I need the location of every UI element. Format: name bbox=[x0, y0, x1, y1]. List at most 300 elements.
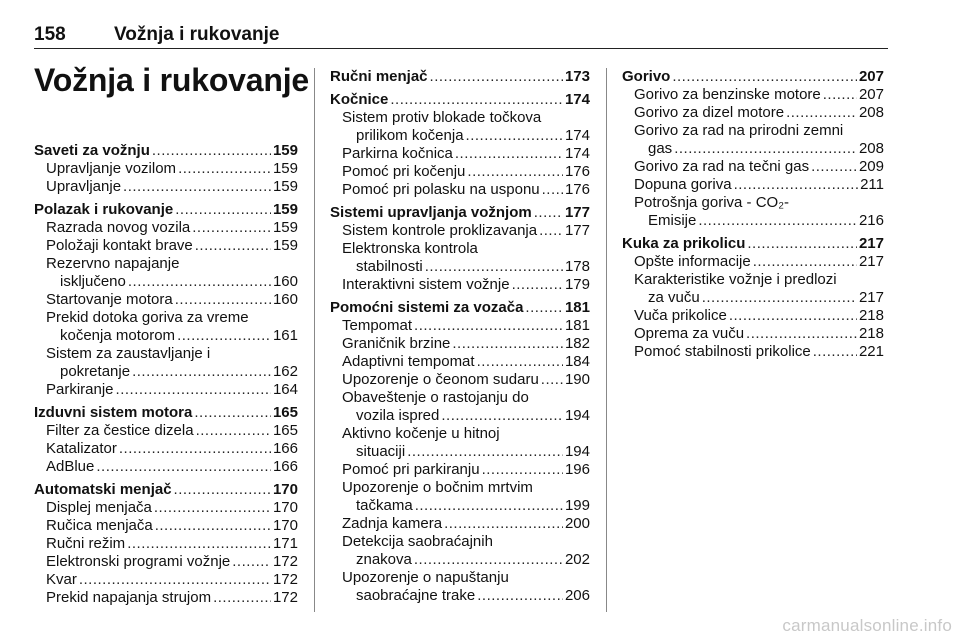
toc-entry-label: Kuka za prikolicu bbox=[622, 235, 746, 252]
toc-entry[interactable] bbox=[622, 271, 884, 307]
toc-leader-line bbox=[330, 371, 590, 389]
toc-entry[interactable] bbox=[34, 178, 298, 196]
toc-page-number: 159 bbox=[272, 160, 298, 177]
toc-leader-line bbox=[330, 551, 590, 569]
toc-entry[interactable] bbox=[330, 425, 590, 461]
toc-entry[interactable] bbox=[330, 515, 590, 533]
toc-leader-line bbox=[34, 440, 298, 458]
toc-leader-line bbox=[34, 499, 298, 517]
toc-entry-label: Startovanje motora bbox=[46, 291, 173, 308]
toc-leader-line bbox=[330, 68, 590, 86]
toc-entry-label: Tempomat bbox=[342, 317, 413, 334]
page-number: 158 bbox=[34, 24, 66, 45]
toc-page-number: 176 bbox=[564, 163, 590, 180]
toc-page-number: 178 bbox=[564, 258, 590, 275]
toc-leader-line bbox=[34, 404, 298, 422]
header-title: Vožnja i rukovanje bbox=[114, 24, 280, 45]
toc-page-number: 165 bbox=[272, 422, 298, 439]
toc-page-number: 159 bbox=[272, 237, 298, 254]
toc-page-number: 217 bbox=[858, 253, 884, 270]
toc-section-entry[interactable] bbox=[34, 201, 298, 219]
leader-dots bbox=[753, 253, 857, 271]
toc-page-number: 160 bbox=[272, 291, 298, 308]
toc-entry[interactable] bbox=[34, 422, 298, 440]
toc-leader-line bbox=[34, 237, 298, 255]
toc-entry-text-line: Upozorenje o napuštanju bbox=[342, 569, 509, 586]
toc-page-number: 159 bbox=[272, 219, 298, 236]
toc-page-number: 172 bbox=[272, 589, 298, 606]
toc-page-number: 199 bbox=[564, 497, 590, 514]
toc-leader-line bbox=[622, 307, 884, 325]
toc-entry-text-line: Detekcija saobraćajnih bbox=[342, 533, 493, 550]
toc-entry[interactable] bbox=[330, 533, 590, 569]
leader-dots bbox=[123, 178, 271, 196]
leader-dots bbox=[477, 587, 563, 605]
toc-entry[interactable] bbox=[330, 181, 590, 199]
toc-entry-text-line: Elektronska kontrola bbox=[342, 240, 478, 257]
toc-entry[interactable] bbox=[330, 317, 590, 335]
toc-section-entry[interactable] bbox=[34, 142, 298, 160]
toc-page-number: 218 bbox=[858, 325, 884, 342]
toc-leader-line bbox=[330, 407, 590, 425]
leader-dots bbox=[813, 343, 857, 361]
toc-page-number: 159 bbox=[272, 178, 298, 195]
toc-page-number: 170 bbox=[272, 481, 298, 498]
toc-page-number: 165 bbox=[272, 404, 298, 421]
toc-entry-label: stabilnosti bbox=[356, 258, 423, 275]
toc-section-entry[interactable] bbox=[34, 404, 298, 422]
toc-page-number: 174 bbox=[564, 127, 590, 144]
toc-leader-line bbox=[330, 145, 590, 163]
toc-entry-label: Zadnja kamera bbox=[342, 515, 443, 532]
column-divider-1 bbox=[314, 68, 315, 612]
toc-page-number: 209 bbox=[858, 158, 884, 175]
toc-entry[interactable] bbox=[330, 240, 590, 276]
toc-entry-label: Katalizator bbox=[46, 440, 117, 457]
toc-leader-line bbox=[34, 219, 298, 237]
toc-page-number: 206 bbox=[564, 587, 590, 604]
leader-dots bbox=[414, 551, 563, 569]
toc-leader-line bbox=[34, 535, 298, 553]
leader-dots bbox=[128, 273, 271, 291]
toc-leader-line bbox=[330, 353, 590, 371]
leader-dots bbox=[674, 140, 857, 158]
leader-dots bbox=[174, 481, 271, 499]
toc-entry-label: Razrada novog vozila bbox=[46, 219, 191, 236]
toc-entry-text-line: Sistem za zaustavljanje i bbox=[46, 345, 211, 362]
leader-dots bbox=[702, 289, 857, 307]
toc-page-number: 177 bbox=[564, 204, 590, 221]
toc-entry[interactable] bbox=[34, 571, 298, 589]
toc-page-number: 160 bbox=[272, 273, 298, 290]
toc-page-number: 173 bbox=[564, 68, 590, 85]
toc-entry-label: znakova bbox=[356, 551, 412, 568]
leader-dots bbox=[79, 571, 271, 589]
toc-entry-label: Pomoćni sistemi za vozača bbox=[330, 299, 524, 316]
toc-entry[interactable] bbox=[330, 335, 590, 353]
toc-entry[interactable] bbox=[34, 219, 298, 237]
toc-page-number: 194 bbox=[564, 443, 590, 460]
toc-page-number: 208 bbox=[858, 140, 884, 157]
toc-entry-label: isključeno bbox=[60, 273, 126, 290]
leader-dots bbox=[477, 353, 563, 371]
leader-dots bbox=[415, 497, 563, 515]
toc-entry-label: Gorivo bbox=[622, 68, 671, 85]
toc-entry[interactable] bbox=[34, 309, 298, 345]
toc-entry-label: Emisije bbox=[648, 212, 697, 229]
leader-dots bbox=[746, 325, 857, 343]
toc-leader-line bbox=[330, 515, 590, 533]
toc-leader-line bbox=[330, 587, 590, 605]
toc-section-entry[interactable] bbox=[330, 204, 590, 222]
leader-dots bbox=[132, 363, 271, 381]
toc-entry-label: AdBlue bbox=[46, 458, 95, 475]
toc-entry-label: Gorivo za dizel motore bbox=[634, 104, 785, 121]
toc-leader-line bbox=[622, 104, 884, 122]
toc-leader-line bbox=[34, 291, 298, 309]
toc-leader-line bbox=[34, 142, 298, 160]
toc-page-number: 217 bbox=[858, 235, 884, 252]
leader-dots bbox=[541, 371, 563, 389]
toc-entry[interactable] bbox=[34, 291, 298, 309]
leader-dots bbox=[444, 515, 563, 533]
toc-entry[interactable] bbox=[330, 222, 590, 240]
toc-page-number: 211 bbox=[860, 176, 884, 193]
toc-entry[interactable] bbox=[622, 122, 884, 158]
toc-page-number: 218 bbox=[858, 307, 884, 324]
toc-entry-label: situaciji bbox=[356, 443, 406, 460]
toc-entry-label: Filter za čestice dizela bbox=[46, 422, 194, 439]
leader-dots bbox=[154, 499, 271, 517]
toc-entry[interactable] bbox=[34, 499, 298, 517]
toc-leader-line bbox=[34, 381, 298, 399]
toc-leader-line bbox=[34, 458, 298, 476]
leader-dots bbox=[178, 160, 271, 178]
leader-dots bbox=[466, 127, 563, 145]
page-header bbox=[34, 24, 888, 49]
toc-entry-label: Sistemi upravljanja vožnjom bbox=[330, 204, 532, 221]
toc-entry-label: Parkiranje bbox=[46, 381, 114, 398]
toc-entry[interactable] bbox=[330, 371, 590, 389]
column-divider-2 bbox=[606, 68, 607, 612]
toc-leader-line bbox=[622, 325, 884, 343]
toc-entry[interactable] bbox=[34, 589, 298, 607]
toc-entry[interactable] bbox=[34, 440, 298, 458]
toc-leader-line bbox=[34, 589, 298, 607]
toc-leader-line bbox=[330, 163, 590, 181]
toc-leader-line bbox=[622, 289, 884, 307]
toc-leader-line bbox=[622, 235, 884, 253]
toc-entry-label: Graničnik brzine bbox=[342, 335, 451, 352]
toc-entry[interactable] bbox=[330, 389, 590, 425]
toc-column-1 bbox=[34, 142, 298, 607]
leader-dots bbox=[534, 204, 563, 222]
watermark: carmanualsonline.info bbox=[782, 616, 952, 635]
toc-entry[interactable] bbox=[330, 569, 590, 605]
toc-column-2 bbox=[330, 68, 590, 605]
toc-leader-line bbox=[622, 343, 884, 361]
toc-entry[interactable] bbox=[622, 307, 884, 325]
toc-entry-text-line: Gorivo za rad na prirodni zemni bbox=[634, 122, 844, 139]
toc-leader-line bbox=[622, 86, 884, 104]
toc-entry-label: kočenja motorom bbox=[60, 327, 176, 344]
toc-entry-label: Kočnice bbox=[330, 91, 389, 108]
toc-entry-label: Izduvni sistem motora bbox=[34, 404, 193, 421]
toc-entry-label: Gorivo za rad na tečni gas bbox=[634, 158, 810, 175]
toc-leader-line bbox=[34, 273, 298, 291]
leader-dots bbox=[786, 104, 857, 122]
toc-entry-label: Upravljanje vozilom bbox=[46, 160, 177, 177]
toc-page-number: 159 bbox=[272, 142, 298, 159]
toc-entry-label: Upozorenje o čeonom sudaru bbox=[342, 371, 539, 388]
toc-entry-label: Pomoć pri kočenju bbox=[342, 163, 466, 180]
leader-dots bbox=[155, 517, 271, 535]
toc-entry-text-line: Rezervno napajanje bbox=[46, 255, 180, 272]
toc-entry-label: Ručica menjača bbox=[46, 517, 153, 534]
toc-entry[interactable] bbox=[34, 517, 298, 535]
toc-leader-line bbox=[330, 276, 590, 294]
toc-section-entry[interactable] bbox=[622, 235, 884, 253]
leader-dots bbox=[512, 276, 563, 294]
toc-page-number: 174 bbox=[564, 91, 590, 108]
toc-page-number: 200 bbox=[564, 515, 590, 532]
toc-entry-text-line: Karakteristike vožnje i predlozi bbox=[634, 271, 837, 288]
toc-entry-label: Vuča prikolice bbox=[634, 307, 727, 324]
leader-dots bbox=[192, 219, 271, 237]
toc-page-number: 166 bbox=[272, 440, 298, 457]
toc-entry-label: Kvar bbox=[46, 571, 77, 588]
toc-entry[interactable] bbox=[34, 553, 298, 571]
toc-leader-line bbox=[34, 571, 298, 589]
toc-page-number: 164 bbox=[272, 381, 298, 398]
toc-entry-label: Ručni menjač bbox=[330, 68, 428, 85]
toc-entry-text-line: Upozorenje o bočnim mrtvim bbox=[342, 479, 533, 496]
toc-entry[interactable] bbox=[330, 353, 590, 371]
toc-entry[interactable] bbox=[330, 163, 590, 181]
toc-entry-label: Upravljanje bbox=[46, 178, 122, 195]
leader-dots bbox=[127, 535, 271, 553]
toc-leader-line bbox=[34, 481, 298, 499]
toc-page-number: 177 bbox=[564, 222, 590, 239]
toc-leader-line bbox=[34, 422, 298, 440]
toc-entry-label: vozila ispred bbox=[356, 407, 440, 424]
leader-dots bbox=[672, 68, 857, 86]
toc-page-number: 171 bbox=[272, 535, 298, 552]
leader-dots bbox=[823, 86, 857, 104]
toc-leader-line bbox=[330, 127, 590, 145]
toc-entry[interactable] bbox=[330, 109, 590, 145]
toc-leader-line bbox=[330, 497, 590, 515]
leader-dots bbox=[390, 91, 563, 109]
toc-leader-line bbox=[330, 222, 590, 240]
leader-dots bbox=[414, 317, 563, 335]
leader-dots bbox=[177, 327, 271, 345]
toc-entry[interactable] bbox=[622, 343, 884, 361]
toc-page-number: 196 bbox=[564, 461, 590, 478]
toc-entry[interactable] bbox=[330, 276, 590, 294]
toc-entry-label: Saveti za vožnju bbox=[34, 142, 150, 159]
toc-entry-label: tačkama bbox=[356, 497, 413, 514]
toc-section-entry[interactable] bbox=[330, 68, 590, 86]
chapter-title: Vožnja i rukovanje bbox=[34, 62, 309, 98]
toc-leader-line bbox=[34, 178, 298, 196]
toc-page-number: 194 bbox=[564, 407, 590, 424]
toc-page-number: 217 bbox=[858, 289, 884, 306]
toc-entry[interactable] bbox=[34, 255, 298, 291]
toc-entry-label: Ručni režim bbox=[46, 535, 126, 552]
leader-dots bbox=[116, 381, 271, 399]
toc-entry[interactable] bbox=[622, 86, 884, 104]
toc-leader-line bbox=[330, 299, 590, 317]
toc-page-number: 216 bbox=[858, 212, 884, 229]
leader-dots bbox=[152, 142, 271, 160]
toc-leader-line bbox=[330, 204, 590, 222]
leader-dots bbox=[196, 422, 271, 440]
toc-page-number: 207 bbox=[858, 68, 884, 85]
toc-page-number: 181 bbox=[564, 317, 590, 334]
toc-leader-line bbox=[622, 253, 884, 271]
toc-page-number: 170 bbox=[272, 499, 298, 516]
leader-dots bbox=[195, 237, 271, 255]
toc-entry[interactable] bbox=[330, 479, 590, 515]
toc-leader-line bbox=[34, 160, 298, 178]
toc-entry-label: Prekid napajanja strujom bbox=[46, 589, 212, 606]
toc-leader-line bbox=[330, 91, 590, 109]
toc-entry[interactable] bbox=[34, 160, 298, 178]
toc-entry[interactable] bbox=[34, 535, 298, 553]
toc-leader-line bbox=[330, 335, 590, 353]
toc-entry-text-line: Sistem protiv blokade točkova bbox=[342, 109, 542, 126]
toc-leader-line bbox=[330, 258, 590, 276]
toc-page-number: 172 bbox=[272, 571, 298, 588]
toc-entry-text-line: Prekid dotoka goriva za vreme bbox=[46, 309, 249, 326]
leader-dots bbox=[425, 258, 563, 276]
toc-entry-label: Adaptivni tempomat bbox=[342, 353, 475, 370]
leader-dots bbox=[441, 407, 563, 425]
leader-dots bbox=[119, 440, 271, 458]
leader-dots bbox=[747, 235, 857, 253]
toc-entry-label: Oprema za vuču bbox=[634, 325, 745, 342]
toc-entry-label: Pomoć stabilnosti prikolice bbox=[634, 343, 811, 360]
toc-entry[interactable] bbox=[34, 237, 298, 255]
toc-entry[interactable] bbox=[622, 104, 884, 122]
leader-dots bbox=[232, 553, 271, 571]
leader-dots bbox=[96, 458, 271, 476]
toc-page-number: 176 bbox=[564, 181, 590, 198]
leader-dots bbox=[698, 212, 857, 230]
toc-entry-label: Automatski menjač bbox=[34, 481, 172, 498]
toc-entry[interactable] bbox=[622, 158, 884, 176]
toc-entry[interactable] bbox=[34, 345, 298, 381]
leader-dots bbox=[452, 335, 563, 353]
toc-leader-line bbox=[34, 553, 298, 571]
toc-entry-text-line: Aktivno kočenje u hitnoj bbox=[342, 425, 500, 442]
toc-section-entry[interactable] bbox=[330, 91, 590, 109]
leader-dots bbox=[542, 181, 563, 199]
toc-entry-label: Elektronski programi vožnje bbox=[46, 553, 231, 570]
toc-entry-label: prilikom kočenja bbox=[356, 127, 464, 144]
toc-entry[interactable] bbox=[622, 325, 884, 343]
toc-leader-line bbox=[330, 181, 590, 199]
leader-dots bbox=[455, 145, 563, 163]
leader-dots bbox=[213, 589, 271, 607]
toc-section-entry[interactable] bbox=[622, 68, 884, 86]
toc-leader-line bbox=[622, 140, 884, 158]
toc-page-number: 179 bbox=[564, 276, 590, 293]
toc-section-entry[interactable] bbox=[330, 299, 590, 317]
toc-entry[interactable] bbox=[622, 176, 884, 194]
toc-entry-label: Dopuna goriva bbox=[634, 176, 732, 193]
toc-page-number: 190 bbox=[564, 371, 590, 388]
toc-page-number: 184 bbox=[564, 353, 590, 370]
toc-leader-line bbox=[34, 363, 298, 381]
toc-entry[interactable] bbox=[622, 253, 884, 271]
toc-entry[interactable] bbox=[622, 194, 884, 230]
toc-leader-line bbox=[330, 443, 590, 461]
toc-page-number: 166 bbox=[272, 458, 298, 475]
toc-entry-label: Pomoć pri polasku na usponu bbox=[342, 181, 540, 198]
toc-page-number: 182 bbox=[564, 335, 590, 352]
toc-leader-line bbox=[34, 201, 298, 219]
toc-page-number: 159 bbox=[272, 201, 298, 218]
toc-entry-label: Pomoć pri parkiranju bbox=[342, 461, 480, 478]
toc-entry-text-line: Potrošnja goriva - CO₂- bbox=[634, 194, 790, 211]
toc-entry-label: Displej menjača bbox=[46, 499, 152, 516]
toc-page-number: 172 bbox=[272, 553, 298, 570]
toc-entry-label: Opšte informacije bbox=[634, 253, 751, 270]
toc-page-number: 207 bbox=[858, 86, 884, 103]
toc-entry-label: Položaji kontakt brave bbox=[46, 237, 193, 254]
toc-entry-label: pokretanje bbox=[60, 363, 131, 380]
toc-leader-line bbox=[34, 327, 298, 345]
toc-entry-label: Gorivo za benzinske motore bbox=[634, 86, 821, 103]
toc-leader-line bbox=[330, 317, 590, 335]
leader-dots bbox=[482, 461, 563, 479]
leader-dots bbox=[175, 201, 271, 219]
toc-entry[interactable] bbox=[330, 461, 590, 479]
toc-entry-text-line: Obaveštenje o rastojanju do bbox=[342, 389, 529, 406]
toc-page-number: 161 bbox=[272, 327, 298, 344]
toc-entry[interactable] bbox=[34, 381, 298, 399]
leader-dots bbox=[175, 291, 271, 309]
toc-page-number: 181 bbox=[564, 299, 590, 316]
leader-dots bbox=[194, 404, 271, 422]
toc-entry[interactable] bbox=[34, 458, 298, 476]
leader-dots bbox=[539, 222, 563, 240]
toc-page-number: 202 bbox=[564, 551, 590, 568]
leader-dots bbox=[525, 299, 563, 317]
toc-entry[interactable] bbox=[330, 145, 590, 163]
leader-dots bbox=[430, 68, 563, 86]
toc-section-entry[interactable] bbox=[34, 481, 298, 499]
toc-leader-line bbox=[330, 461, 590, 479]
leader-dots bbox=[811, 158, 857, 176]
toc-leader-line bbox=[34, 517, 298, 535]
toc-page-number: 208 bbox=[858, 104, 884, 121]
toc-page-number: 170 bbox=[272, 517, 298, 534]
leader-dots bbox=[407, 443, 563, 461]
toc-entry-label: gas bbox=[648, 140, 673, 157]
toc-page-number: 162 bbox=[272, 363, 298, 380]
toc-entry-label: Polazak i rukovanje bbox=[34, 201, 174, 218]
toc-entry-label: saobraćajne trake bbox=[356, 587, 476, 604]
toc-leader-line bbox=[622, 68, 884, 86]
toc-entry-label: Parkirna kočnica bbox=[342, 145, 453, 162]
toc-page-number: 221 bbox=[858, 343, 884, 360]
toc-entry-label: Interaktivni sistem vožnje bbox=[342, 276, 510, 293]
leader-dots bbox=[467, 163, 563, 181]
leader-dots bbox=[734, 176, 859, 194]
